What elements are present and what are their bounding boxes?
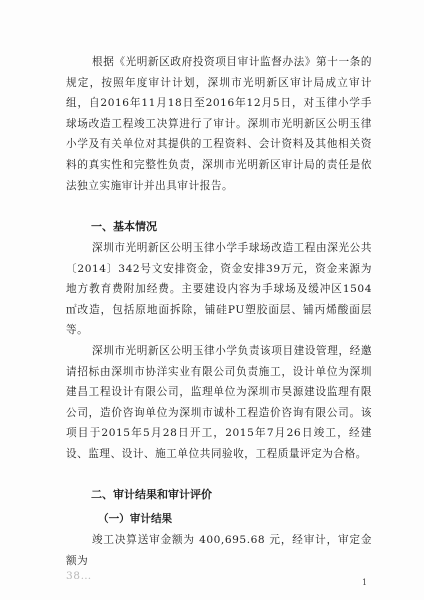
intro-paragraph: 根据《光明新区政府投资项目审计监督办法》第十一条的规定，按照年度审计计划，深圳市光明新区审计局成立审计组，自2016年11月18日至2016年12月5日，对玉律小学手球场改造工程竣工决算进行了审计。深圳市光明新区公明玉律小学及有关单位对其提供的工程资料、会计资料及其他相关资料的真实性和完整性负责，深圳市光明新区审计局的责任是依法独立实施审计并出具审计报告。 (66, 56, 372, 192)
subsection-heading-audit-result: （一）审计结果 (98, 513, 173, 525)
basic-info-paragraph-2: 深圳市光明新区公明玉律小学负责该项目建设管理，经邀请招标由深圳市协洋实业有限公司负责施工，设计单位为深圳建昌工程设计有限公司，监理单位为深圳市昊源建设监理有限公司，造价咨询单位为深圳市诚朴工程造价咨询有限公司。该项目于2015年5月28日开工，2015年7月26日竣工，经建设、监理、设计、施工单位共同验收，工程质量评定为合格。 (66, 345, 372, 460)
basic-info-paragraph-1: 深圳市光明新区公明玉律小学手球场改造工程由深光公共〔2014〕342号文安排资金，资金安排39万元，资金来源为地方教育费附加经费。主要建设内容为手球场及缓冲区1504㎡改造，包括原地面拆除，铺硅PU塑胶面层、铺丙烯酸面层等。 (66, 242, 372, 337)
page-number: 1 (362, 578, 368, 587)
section-heading-audit-results: 二、审计结果和审计评价 (91, 488, 212, 501)
result-paragraph: 竣工决算送审金额为 400,695.68 元，经审计，审定金额为 (66, 534, 372, 567)
section-heading-basic-info: 一、基本情况 (91, 220, 157, 233)
faded-partial-line: 38… (66, 570, 92, 582)
